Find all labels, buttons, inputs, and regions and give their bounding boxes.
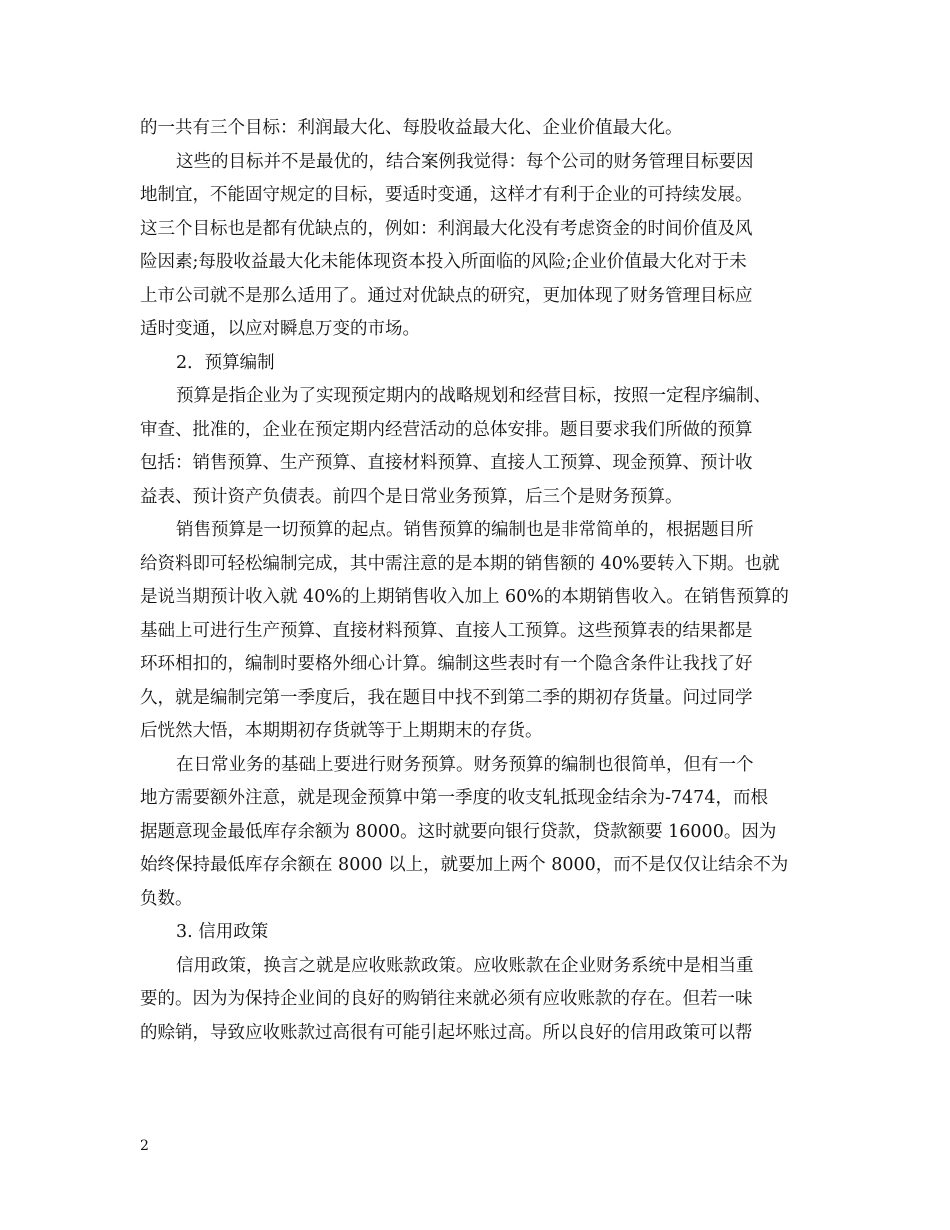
text-line: 是说当期预计收入就 40%的上期销售收入加上 60%的本期销售收入。在销售预算的 <box>140 587 789 607</box>
text-line: 负数。 <box>140 888 193 909</box>
text-line: 给资料即可轻松编制完成，其中需注意的是本期的销售额的 40%要转入下期。也就 <box>140 553 780 574</box>
text-line: 要的。因为为保持企业间的良好的购销往来就必须有应收账款的存在。但若一味 <box>140 989 753 1009</box>
text-line: 据题意现金最低库存余额为 8000。这时就要向银行贷款，贷款额要 16000。因为 <box>140 821 777 842</box>
text-line: 始终保持最低库存余额在 8000 以上，就要加上两个 8000，而不是仅仅让结余不为 <box>140 855 789 875</box>
text-line: 险因素;每股收益最大化未能体现资本投入所面临的风险;企业价值最大化对于未 <box>140 252 747 272</box>
text-line: 的一共有三个目标：利润最大化、每股收益最大化、企业价值最大化。 <box>140 118 683 138</box>
text-line: 地方需要额外注意，就是现金预算中第一季度的收支轧抵现金结余为-7474，而根 <box>140 788 768 808</box>
text-line: 预算是指企业为了实现预定期内的战略规划和经营目标，按照一定程序编制、 <box>176 386 771 406</box>
text-line: 地制宜，不能固守规定的目标，要适时变通，这样才有利于企业的可持续发展。 <box>140 185 753 205</box>
text-line: 后恍然大悟，本期期初存货就等于上期期末的存货。 <box>140 721 543 741</box>
text-line: 信用政策，换言之就是应收账款政策。应收账款在企业财务系统中是相当重 <box>176 955 754 976</box>
text-line: 销售预算是一切预算的起点。销售预算的编制也是非常简单的，根据题目所 <box>176 520 754 540</box>
text-line: 适时变通，以应对瞬息万变的市场。 <box>140 319 420 339</box>
text-line: 在日常业务的基础上要进行财务预算。财务预算的编制也很简单，但有一个 <box>176 754 754 775</box>
text-line: 这些的目标并不是最优的，结合案例我觉得：每个公司的财务管理目标要因 <box>176 151 754 172</box>
text-line: 久，就是编制完第一季度后，我在题目中找不到第二季的期初存货量。问过同学 <box>140 687 753 708</box>
text-line: 上市公司就不是那么适用了。通过对优缺点的研究，更加体现了财务管理目标应 <box>140 285 753 306</box>
text-line: 益表、预计资产负债表。前四个是日常业务预算，后三个是财务预算。 <box>140 486 683 507</box>
text-line: 这三个目标也是都有优缺点的，例如：利润最大化没有考虑资金的时间价值及风 <box>140 218 753 239</box>
text-line: 审查、批准的，企业在预定期内经营活动的总体安排。题目要求我们所做的预算 <box>140 419 753 440</box>
text-line: 包括：销售预算、生产预算、直接材料预算、直接人工预算、现金预算、预计收 <box>140 453 753 473</box>
text-line: 2．预算编制 <box>176 352 275 373</box>
text-line: 的赊销，导致应收账款过高很有可能引起坏账过高。所以良好的信用政策可以帮 <box>140 1022 753 1043</box>
text-line: 基础上可进行生产预算、直接材料预算、直接人工预算。这些预算表的结果都是 <box>140 620 753 641</box>
document-body <box>140 112 820 1050</box>
page-number: 2 <box>140 1138 149 1154</box>
text-line: 3. 信用政策 <box>176 922 269 942</box>
text-line: 环环相扣的，编制时要格外细心计算。编制这些表时有一个隐含条件让我找了好 <box>140 654 753 674</box>
